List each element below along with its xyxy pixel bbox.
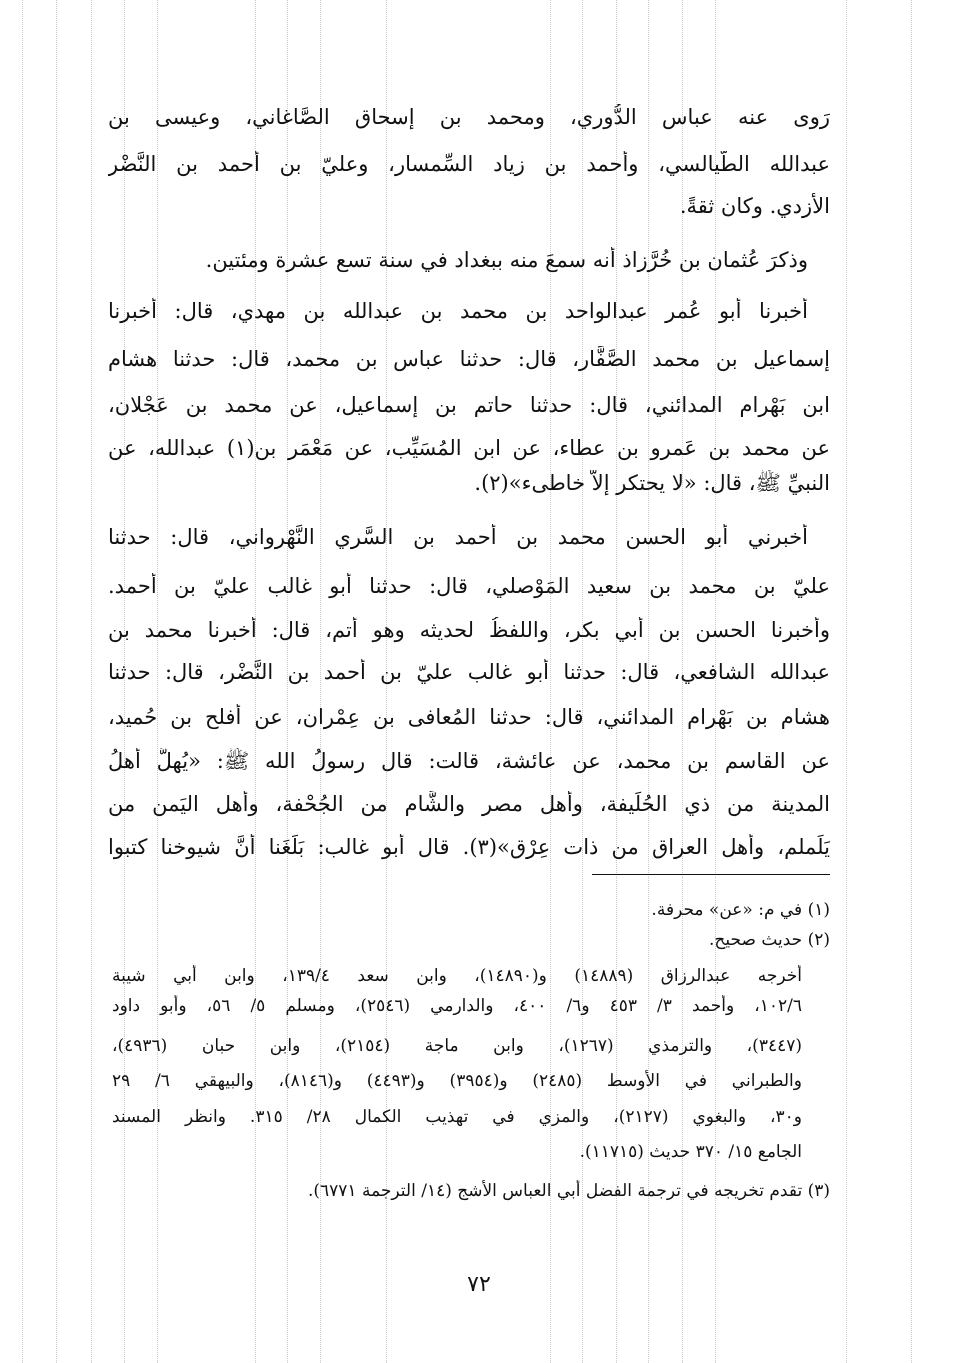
footnote-3: (٣) تقدم تخريجه في ترجمة الفضل أبي العباس الأشج (١٤/ الترجمة ٦٧٧١). <box>307 1181 830 1201</box>
scan-grid-line <box>91 0 92 1363</box>
footnote-line: الجامع ١٥/ ٣٧٠ حديث (١١٧١٥). <box>579 1142 802 1162</box>
body-line: عن القاسم بن محمد، عن عائشة، قالت: قال رسولُ الله ﷺ: «يُهِلُّ أهلُ <box>108 749 830 773</box>
footnote-line: والطبراني في الأوسط (٢٤٨٥) و(٣٩٥٤) و(٤٤٩٣) و(٨١٤٦)، والبيهقي ٦/ ٢٩ <box>112 1071 802 1091</box>
body-line: الأزدي. وكان ثقةً. <box>679 194 830 218</box>
footnote-2: (٢) حديث صحيح. <box>709 930 830 950</box>
body-line: المدينة من ذي الحُلَيفة، وأهل مصر والشَّام من الجُحْفة، وأهل اليَمن من <box>108 792 830 816</box>
body-line: إسماعيل بن محمد الصَّفَّار، قال: حدثنا عباس بن محمد، قال: حدثنا هشام <box>108 347 830 371</box>
body-line: أخبرنا أبو عُمر عبدالواحد بن محمد بن عبدالله بن مهدي، قال: أخبرنا <box>108 299 808 323</box>
body-line: أخبرني أبو الحسن محمد بن أحمد بن السَّري النَّهْرواني، قال: حدثنا <box>108 525 808 549</box>
footnote-separator <box>592 874 830 875</box>
body-line: عليّ بن محمد بن سعيد المَوْصلي، قال: حدثنا أبو غالب عليّ بن أحمد. <box>108 574 830 598</box>
footnote-line: ١٠٢/٦، وأحمد ٣/ ٤٥٣ و٦/ ٤٠٠، والدارمي (٢٥٤٦)، ومسلم ٥/ ٥٦، وأبو داود <box>112 996 802 1016</box>
scan-grid-line <box>22 0 23 1363</box>
footnote-line: و٣٠، والبغوي (٢١٢٧)، والمزي في تهذيب الكمال ٢٨/ ٣١٥. وانظر المسند <box>112 1107 802 1127</box>
scan-grid-line <box>56 0 57 1363</box>
body-line: يَلَملم، وأهل العراق من ذات عِرْق»(٣). قال أبو غالب: بَلَغَنا أنَّ شيوخنا كتبوا <box>108 835 830 859</box>
footnote-line: أخرجه عبدالرزاق (١٤٨٨٩) و(١٤٨٩٠)، وابن سعد ١٣٩/٤، وابن أبي شيبة <box>112 966 802 986</box>
footnote-1: (١) في م: «عن» محرفة. <box>651 900 830 920</box>
body-line: رَوى عنه عباس الدُّوري، ومحمد بن إسحاق الصَّاغاني، وعيسى بن <box>108 105 830 129</box>
page-number: ٧٢ <box>467 1272 491 1297</box>
scan-grid-line <box>846 0 847 1363</box>
body-line: عبدالله الشافعي، قال: حدثنا أبو غالب عليّ بن أحمد بن النَّضْر، قال: حدثنا <box>108 660 830 684</box>
footnote-line: (٣٤٤٧)، والترمذي (١٢٦٧)، وابن ماجة (٢١٥٤)، وابن حبان (٤٩٣٦)، <box>112 1036 802 1056</box>
body-line: عن محمد بن عَمرو بن عطاء، عن ابن المُسَيِّب، عن مَعْمَر بن(١) عبدالله، عن <box>108 436 830 460</box>
body-line: هشام بن بَهْرام المدائني، قال: حدثنا المُعافى بن عِمْران، عن أفلح بن حُميد، <box>108 705 830 729</box>
body-line: وأخبرنا الحسن بن أبي بكر، واللفظُ لحديثه وهو أتم، قال: أخبرنا محمد بن <box>108 618 830 642</box>
scan-grid-line <box>911 0 912 1363</box>
body-line: ابن بَهْرام المدائني، قال: حدثنا حاتم بن إسماعيل، عن محمد بن عَجْلان، <box>108 393 830 417</box>
body-line: عبدالله الطَّيالسي، وأحمد بن زياد السِّمسار، وعليّ بن أحمد بن النَّضْر <box>108 152 830 176</box>
body-line: وذكرَ عُثمان بن خُرَّزاذ أنه سمعَ منه ببغداد في سنة تسع عشرة ومئتين. <box>205 248 808 272</box>
body-line: النبيِّ ﷺ، قال: «لا يحتكر إلاّ خاطىء»(٢). <box>474 471 830 495</box>
